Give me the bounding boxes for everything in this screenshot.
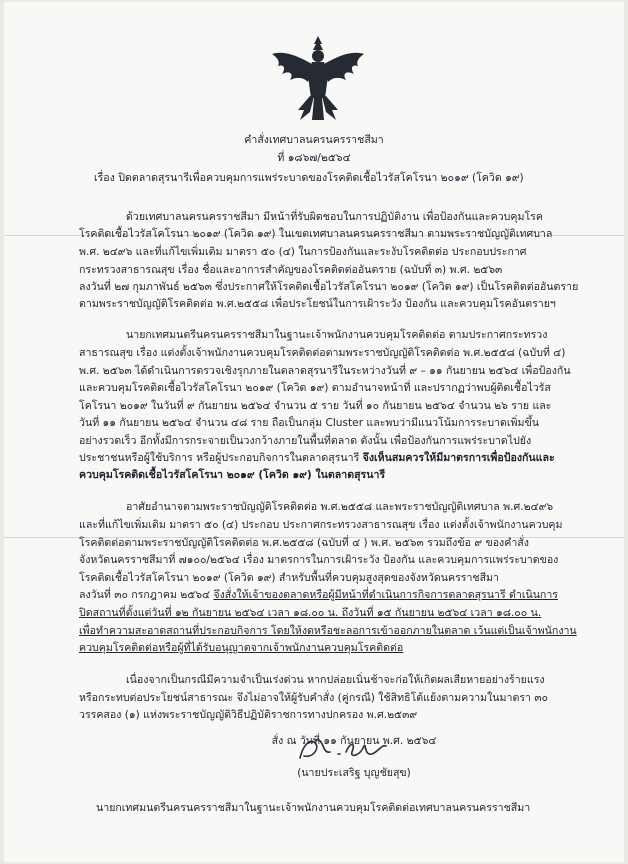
body-line: และควบคุมโรคติดเชื้อไวรัสโคโรนา ๒๐๑๙ (โควิด ๑๙) ตามอำนาจหน้าที่ และปรากฏว่าพบผู้ติดเชื้อไวรัส [79,382,551,394]
body-line: นายกเทศมนตรีนครนครราชสีมาในฐานะเจ้าพนักงานควบคุมโรคติดต่อ ตามประกาศกระทรวง [126,329,548,341]
body-line: โรคติดเชื้อไวรัสโคโรนา ๒๐๑๙ (โควิด ๑๙) สำหรับพื้นที่ควบคุมสูงสุดของจังหวัดนครราชสีมา [79,572,499,584]
body-line: โรคติดต่อตามพระราชบัญญัติโรคติดต่อ พ.ศ.๒๕๕๘ (ฉบับที่ ๔ ) พ.ศ. ๒๕๖๓ รวมถึงข้อ ๙ ของคำสั่ง [79,537,529,549]
body-line: ด้วยเทศบาลนครนครราชสีมา มีหน้าที่รับผิดชอบในการปฏิบัติงาน เพื่อป้องกันและควบคุมโรค [126,211,543,223]
signature-icon [294,732,394,766]
body-line: สาธารณสุข เรื่อง แต่งตั้งเจ้าพนักงานควบคุมโรคติดต่อตามพระราชบัญญัติโรคติดต่อ พ.ศ.๒๕๕๘ (ฉบับที่ ๔) [79,347,566,359]
body-text: ประชาชนหรือผู้ใช้บริการ หรือผู้ประกอบกิจการในตลาดสุรนารี [79,452,363,464]
document-page [4,2,624,862]
body-text: ลงวันที่ ๓๐ กรกฎาคม ๒๕๖๔ [79,589,214,601]
body-line: โคโรนา ๒๐๑๙ ในวันที่ ๙ กันยายน ๒๕๖๔ จำนวน ๕ ราย วันที่ ๑๐ กันยายน ๒๕๖๔ จำนวน ๒๖ ราย และ [79,400,552,412]
body-line: ลงวันที่ ๒๗ กุมภาพันธ์ ๒๕๖๓ ซึ่งประกาศให้โรคติดเชื้อไวรัสโคโรนา ๒๐๑๙ (โควิด ๑๙) เป็นโรคติดต่ออันตราย [79,281,579,293]
subject-line: เรื่อง ปิดตลาดสุรนารีเพื่อควบคุมการแพร่ระบาดของโรคติดเชื้อไวรัสโคโรนา ๒๐๑๙ (โควิด ๑๙) [94,172,524,184]
body-line: วรรคสอง (๑) แห่งพระราชบัญญัติวิธีปฏิบัติราชการทางปกครอง พ.ศ.๒๕๓๙ [79,709,418,721]
emphasis-text: จึงเห็นสมควรให้มีมาตรการเพื่อป้องกันและ [362,452,555,464]
emphasis-line: ควบคุมโรคติดเชื้อไวรัสโคโรนา ๒๐๑๙ (โควิด ๑๙) ในตลาดสุรนารี [79,469,386,481]
body-line: พ.ศ. ๒๔๙๖ และที่แก้ไขเพิ่มเติม มาตรา ๕๐ (๔) ในการป้องกันและระงับโรคติดต่อ ประกอบประกาศ [79,246,527,258]
body-line: อาศัยอำนาจตามพระราชบัญญัติโรคติดต่อ พ.ศ.๒๕๕๘ และพระราชบัญญัติเทศบาล พ.ศ.๒๔๙๖ [126,501,554,513]
order-text: จึงสั่งให้เจ้าของตลาดหรือผู้มีหน้าที่ดำเนินการกิจการตลาดสุรนารี ดำเนินการ [213,589,558,601]
garuda-emblem-icon [268,34,368,126]
signer-title: นายกเทศมนตรีนครนครราชสีมาในฐานะเจ้าพนักงานควบคุมโรคติดต่อเทศบาลนครนครราชสีมา [96,802,531,814]
body-line: หรือกระทบต่อประโยชน์สาธารณะ จึงไม่อาจให้ผู้รับคำสั่ง (คู่กรณี) ใช้สิทธิโต้แย้งตามความในมาตรา ๓๐ [79,692,549,704]
body-line: ตามพระราชบัญญัติโรคติดต่อ พ.ศ.๒๕๕๘ เพื่อประโยชน์ในการเฝ้าระวัง ป้องกัน และควบคุมโรคอันตรายฯ [79,298,556,310]
body-line: วันที่ ๑๑ กันยายน ๒๕๖๔ จำนวน ๔๘ ราย ถือเป็นกลุ่ม Cluster และพบว่ามีแนวโน้มการระบาดเพิ่มขึ้น [79,417,540,429]
order-line: ควบคุมโรคติดต่อหรือผู้ที่ได้รับอนุญาตจากเจ้าพนักงานควบคุมโรคติดต่อ [79,642,404,654]
signer-name: (นายประเสริฐ บุญชัยสุข) [297,767,411,779]
order-date: สั่ง ณ วันที่ ๑๑ กันยายน พ.ศ. ๒๕๖๔ [271,735,437,747]
order-line: ปิดสถานที่ตั้งแต่วันที่ ๑๒ กันยายน ๒๕๖๔ เวลา ๑๘.๐๐ น. ถึงวันที่ ๑๕ กันยายน ๒๕๖๔ เวลา ๑๘.๐๐ น. [79,607,542,619]
body-line: จังหวัดนครราชสีมาที่ ๗๑๐๐/๒๕๖๔ เรื่อง มาตรการในการเฝ้าระวัง ป้องกัน และควบคุมการแพร่ระบาดของ [79,554,559,566]
order-number: ที่ ๑๘๖๗/๒๕๖๔ [277,152,351,164]
body-line: กระทรวงสาธารณสุข เรื่อง ชื่อและอาการสำคัญของโรคติดต่ออันตราย (ฉบับที่ ๓) พ.ศ. ๒๕๖๓ [79,264,503,276]
body-line: พ.ศ. ๒๕๖๓ ได้ดำเนินการตรวจเชิงรุกภายในตลาดสุรนารีในระหว่างวันที่ ๙ – ๑๑ กันยายน ๒๕๖๔ เพื่อป้องกัน [79,365,571,377]
body-line: โรคติดเชื้อไวรัสโคโรนา ๒๐๑๙ (โควิด ๑๙) ในเขตเทศบาลนครนครราชสีมา ตามพระราชบัญญัติเทศบาล [79,228,553,240]
body-line: อย่างรวดเร็ว อีกทั้งมีการกระจายเป็นวงกว้างภายในพื้นที่ตลาด ดังนั้น เพื่อป้องกันการแพร่ระบาดไปยัง [79,435,532,447]
body-line: เนื่องจากเป็นกรณีมีความจำเป็นเร่งด่วน หากปล่อยเนิ่นช้าจะก่อให้เกิดผลเสียหายอย่างร้ายแรง [126,674,545,686]
body-line [79,452,555,465]
org-title: คำสั่งเทศบาลนครนครราชสีมา [244,134,384,146]
body-line [79,589,558,602]
order-line: เพื่อทำความสะอาดสถานที่ประกอบกิจการ โดยให้งดหรือชะลอการเข้าออกภายในตลาด เว้นแต่เป็นเจ้าพนักงาน [79,625,577,637]
body-line: และที่แก้ไขเพิ่มเติม มาตรา ๕๐ (๔) ประกอบ ประกาศกระทรวงสาธารณสุข เรื่อง แต่งตั้งเจ้าพนักงานควบคุม [79,519,563,531]
